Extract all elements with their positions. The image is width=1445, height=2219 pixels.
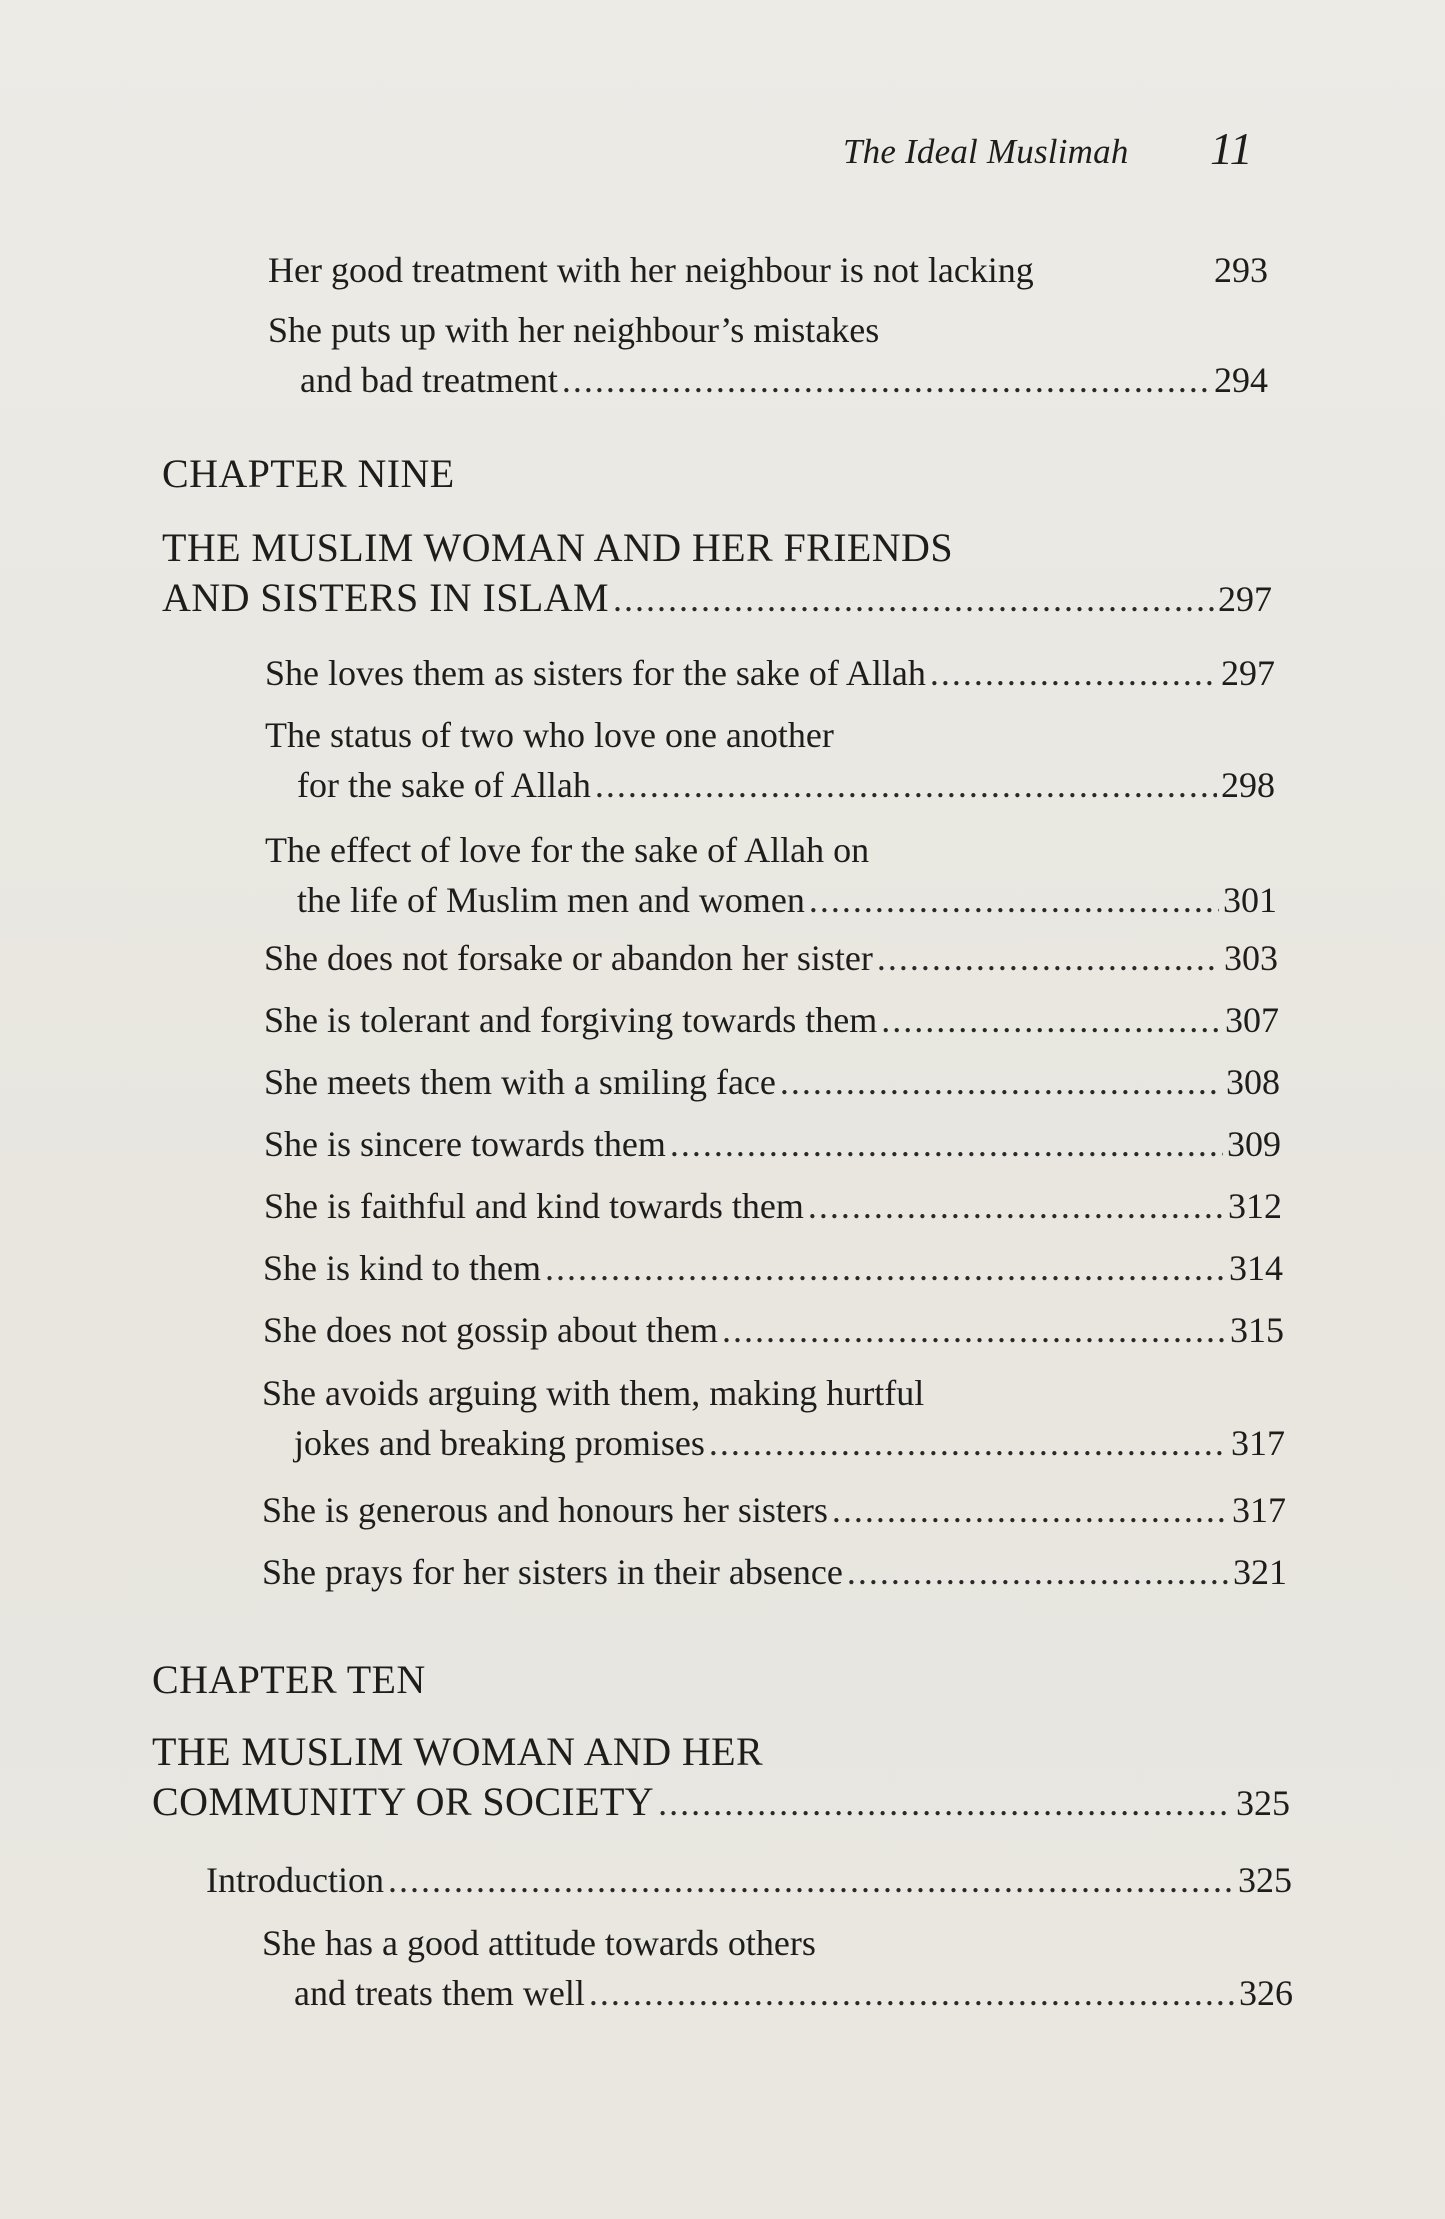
toc-entry-title: She loves them as sisters for the sake of Allah bbox=[265, 653, 926, 693]
dot-leader bbox=[670, 1119, 1223, 1169]
toc-entry-title-line2: and treats them well bbox=[294, 1973, 585, 2013]
toc-entry bbox=[268, 305, 1268, 405]
toc-entry-title-line1: The status of two who love one another bbox=[265, 715, 834, 755]
dot-leader bbox=[780, 1057, 1222, 1107]
toc-entry-page: 307 bbox=[1225, 1000, 1279, 1040]
toc-entry-page: 325 bbox=[1238, 1860, 1292, 1900]
toc-entry-title-line1: She has a good attitude towards others bbox=[262, 1923, 816, 1963]
chapter-title-line2: COMMUNITY OR SOCIETY bbox=[152, 1779, 655, 1824]
toc-entry-title: She does not gossip about them bbox=[263, 1310, 718, 1350]
dot-leader bbox=[613, 574, 1214, 624]
toc-entry-title-line2: jokes and breaking promises bbox=[294, 1423, 705, 1463]
dot-leader bbox=[595, 760, 1217, 810]
toc-entry-title-line1: The effect of love for the sake of Allah on bbox=[265, 830, 870, 870]
toc-entry bbox=[265, 710, 1275, 810]
toc-entry bbox=[262, 1368, 1285, 1468]
toc-entry-title: She does not forsake or abandon her sister bbox=[264, 938, 873, 978]
chapter-title-line1: THE MUSLIM WOMAN AND HER FRIENDS bbox=[162, 525, 953, 570]
toc-entry-page: 301 bbox=[1223, 880, 1277, 920]
toc-entry-title-line2: the life of Muslim men and women bbox=[297, 880, 805, 920]
toc-entry-page: 314 bbox=[1229, 1248, 1283, 1288]
toc-entry-page: 297 bbox=[1221, 653, 1275, 693]
toc-entry-page: 293 bbox=[1214, 250, 1268, 290]
running-header bbox=[0, 122, 1445, 182]
toc-entry-title: She is tolerant and forgiving towards them bbox=[264, 1000, 878, 1040]
toc-entry-title: Her good treatment with her neighbour is not lacking bbox=[268, 250, 1034, 290]
toc-entry-title: She is faithful and kind towards them bbox=[264, 1186, 804, 1226]
toc-entry-page: 308 bbox=[1226, 1062, 1280, 1102]
toc-entry-title: She is generous and honours her sisters bbox=[262, 1490, 828, 1530]
chapter-page: 325 bbox=[1236, 1783, 1290, 1823]
toc-entry-page: 294 bbox=[1214, 360, 1268, 400]
dot-leader bbox=[832, 1485, 1228, 1535]
dot-leader bbox=[808, 1181, 1224, 1231]
toc-entry bbox=[206, 1855, 1292, 1905]
toc-entry-page: 309 bbox=[1227, 1124, 1281, 1164]
dot-leader bbox=[877, 933, 1220, 983]
toc-entry bbox=[262, 1485, 1286, 1535]
chapter-label: CHAPTER NINE bbox=[162, 451, 455, 496]
dot-leader bbox=[881, 995, 1221, 1045]
toc-entry bbox=[265, 825, 1277, 925]
toc-entry-title: Introduction bbox=[206, 1860, 384, 1900]
toc-entry-page: 315 bbox=[1230, 1310, 1284, 1350]
toc-entry-page: 317 bbox=[1232, 1490, 1286, 1530]
toc-entry bbox=[263, 1243, 1283, 1293]
dot-leader bbox=[658, 1778, 1232, 1828]
toc-entry-title-line1: She puts up with her neighbour’s mistakes bbox=[268, 310, 880, 350]
toc-entry bbox=[264, 933, 1278, 983]
toc-entry bbox=[262, 1547, 1287, 1597]
dot-leader bbox=[847, 1547, 1229, 1597]
toc-entry-title-line2: and bad treatment bbox=[300, 360, 558, 400]
dot-leader bbox=[589, 1968, 1235, 2018]
toc-entry bbox=[264, 1057, 1280, 1107]
page-number: 11 bbox=[1210, 123, 1253, 174]
toc-entry-title: She is sincere towards them bbox=[264, 1124, 666, 1164]
toc-entry-page: 303 bbox=[1224, 938, 1278, 978]
toc-entry bbox=[264, 995, 1279, 1045]
toc-entry bbox=[265, 648, 1275, 698]
chapter-page: 297 bbox=[1218, 579, 1272, 619]
toc-entry-title: She prays for her sisters in their absence bbox=[262, 1552, 843, 1592]
toc-entry-page: 312 bbox=[1228, 1186, 1282, 1226]
dot-leader bbox=[388, 1855, 1234, 1905]
toc-entry-title-line2: for the sake of Allah bbox=[297, 765, 591, 805]
toc-entry bbox=[263, 1305, 1284, 1355]
toc-entry-page: 298 bbox=[1221, 765, 1275, 805]
chapter-title-row bbox=[162, 574, 1272, 624]
toc-entry bbox=[264, 1119, 1281, 1169]
dot-leader bbox=[930, 648, 1217, 698]
dot-leader bbox=[562, 355, 1210, 405]
toc-entry-title-line1: She avoids arguing with them, making hurtful bbox=[262, 1373, 925, 1413]
toc-entry-page: 321 bbox=[1233, 1552, 1287, 1592]
toc-entry-page: 317 bbox=[1231, 1423, 1285, 1463]
toc-entry-title: She is kind to them bbox=[263, 1248, 541, 1288]
toc-entry-page: 326 bbox=[1239, 1973, 1293, 2013]
toc-entry bbox=[264, 1181, 1282, 1231]
chapter-title-line2: AND SISTERS IN ISLAM bbox=[162, 575, 609, 620]
dot-leader bbox=[809, 875, 1219, 925]
chapter-label: CHAPTER TEN bbox=[152, 1657, 426, 1702]
toc-entry-title: She meets them with a smiling face bbox=[264, 1062, 776, 1102]
toc-entry bbox=[268, 245, 1268, 295]
dot-leader bbox=[709, 1418, 1227, 1468]
chapter-title-row bbox=[152, 1778, 1290, 1828]
dot-leader bbox=[722, 1305, 1226, 1355]
dot-leader bbox=[545, 1243, 1225, 1293]
running-title: The Ideal Muslimah bbox=[843, 132, 1129, 171]
chapter-title-line1: THE MUSLIM WOMAN AND HER bbox=[152, 1729, 764, 1774]
toc-entry bbox=[262, 1918, 1293, 2018]
